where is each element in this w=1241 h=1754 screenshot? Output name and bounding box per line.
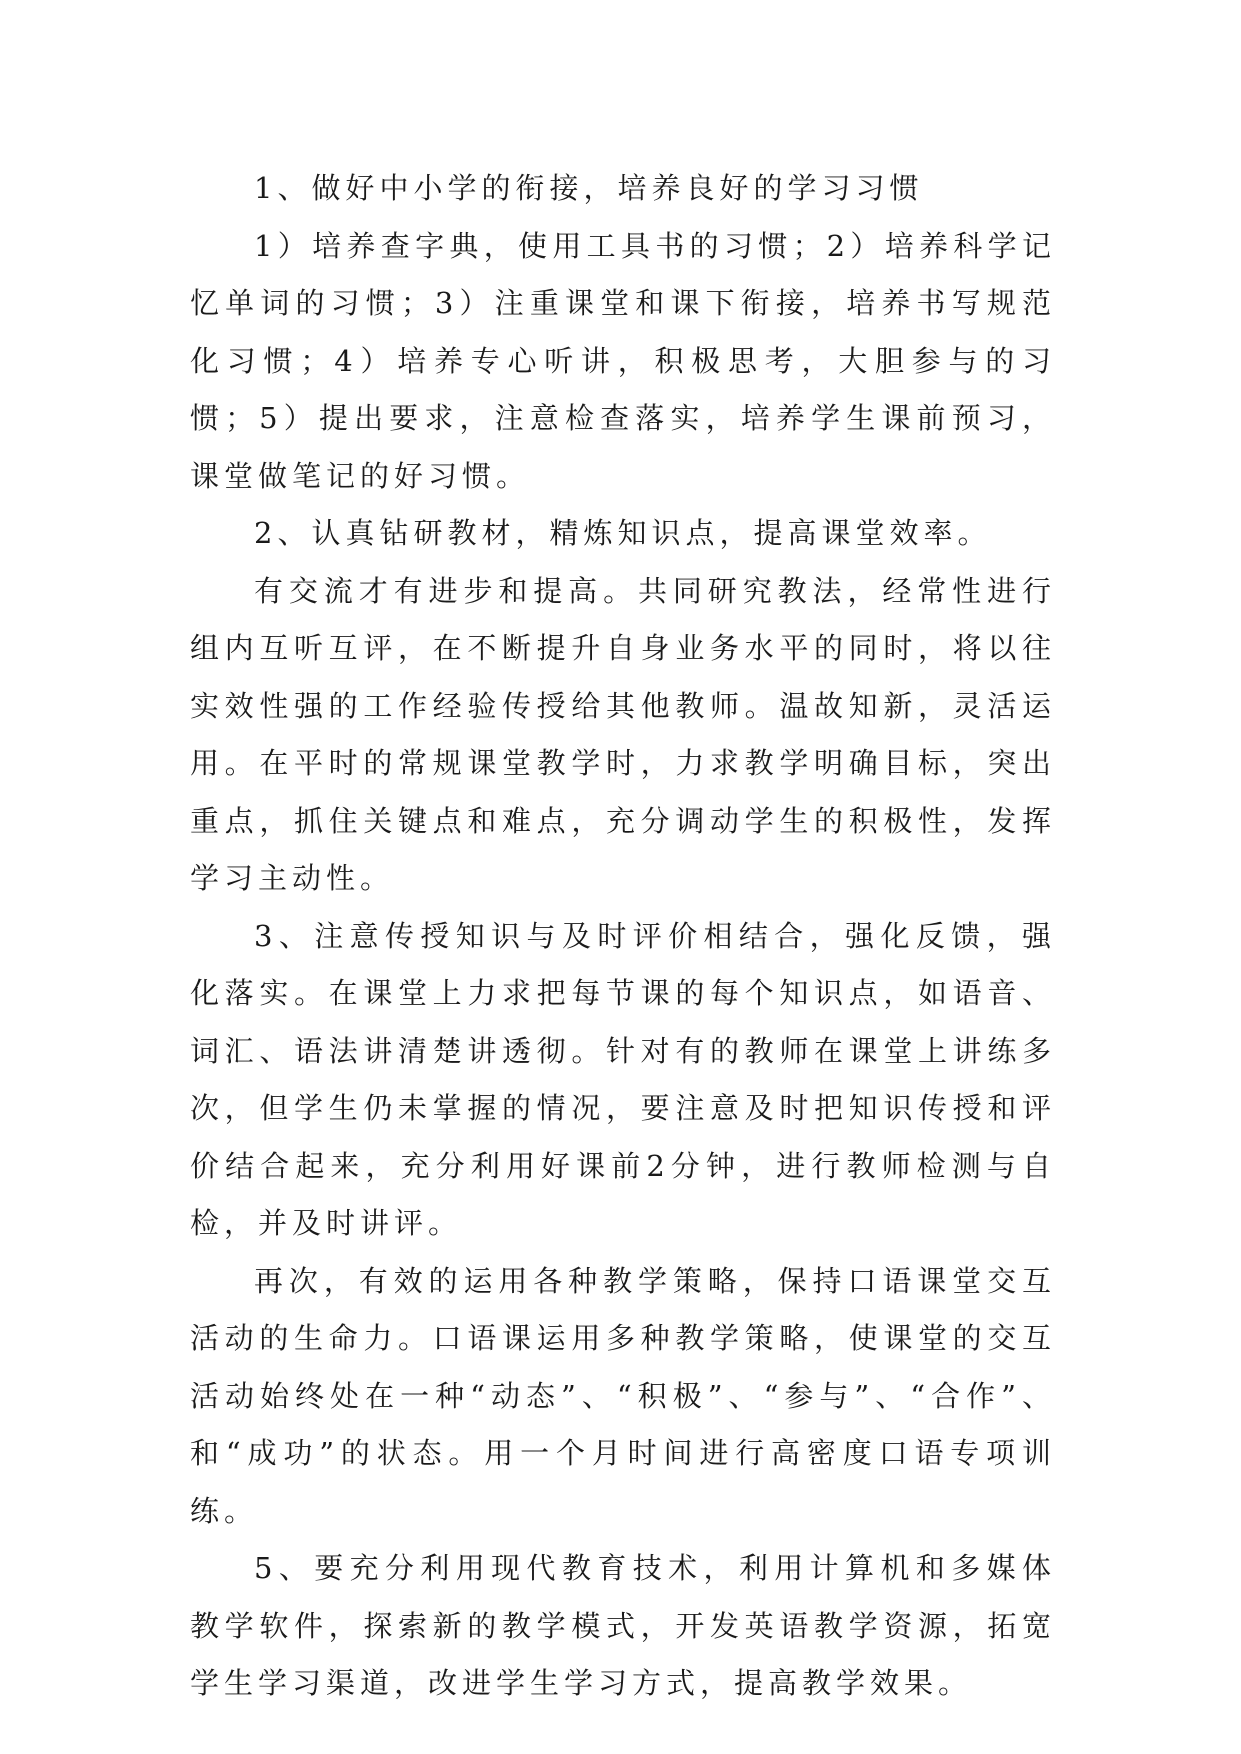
section-heading-2: 2、认真钻研教材，精炼知识点，提高课堂效率。 bbox=[254, 516, 992, 550]
paragraph-habits-list: 1）培养查字典，使用工具书的习惯；2）培养科学记忆单词的习惯；3）注重课堂和课下衔接，培养书写规范化习惯；4）培养专心听讲，积极思考，大胆参与的习惯；5）提出要求，注意检查落实，培养学生课前预习，课堂做笔记的好习惯。 bbox=[190, 228, 1056, 493]
document-body bbox=[190, 160, 1056, 1713]
paragraph-strategies: 再次，有效的运用各种教学策略，保持口语课堂交互活动的生命力。口语课运用多种教学策略，使课堂的交互活动始终处在一种“动态”、“积极”、“参与”、“合作”、和“成功”的状态。用一个月时间进行高密度口语专项训练。 bbox=[190, 1263, 1056, 1528]
paragraph-section-3: 3、注意传授知识与及时评价相结合，强化反馈，强化落实。在课堂上力求把每节课的每个知识点，如语音、词汇、语法讲清楚讲透彻。针对有的教师在课堂上讲练多次，但学生仍未掌握的情况，要注意及时把知识传授和评价结合起来，充分利用好课前2分钟，进行教师检测与自检，并及时讲评。 bbox=[190, 918, 1056, 1240]
section-heading-1: 1、做好中小学的衔接，培养良好的学习习惯 bbox=[254, 171, 924, 205]
paragraph-section-5: 5、要充分利用现代教育技术，利用计算机和多媒体教学软件，探索新的教学模式，开发英语教学资源，拓宽学生学习渠道，改进学生学习方式，提高教学效果。 bbox=[190, 1551, 1056, 1700]
paragraph-exchange: 有交流才有进步和提高。共同研究教法，经常性进行组内互听互评，在不断提升自身业务水平的同时，将以往实效性强的工作经验传授给其他教师。温故知新，灵活运用。在平时的常规课堂教学时，力求教学明确目标，突出重点，抓住关键点和难点，充分调动学生的积极性，发挥学习主动性。 bbox=[190, 573, 1056, 895]
